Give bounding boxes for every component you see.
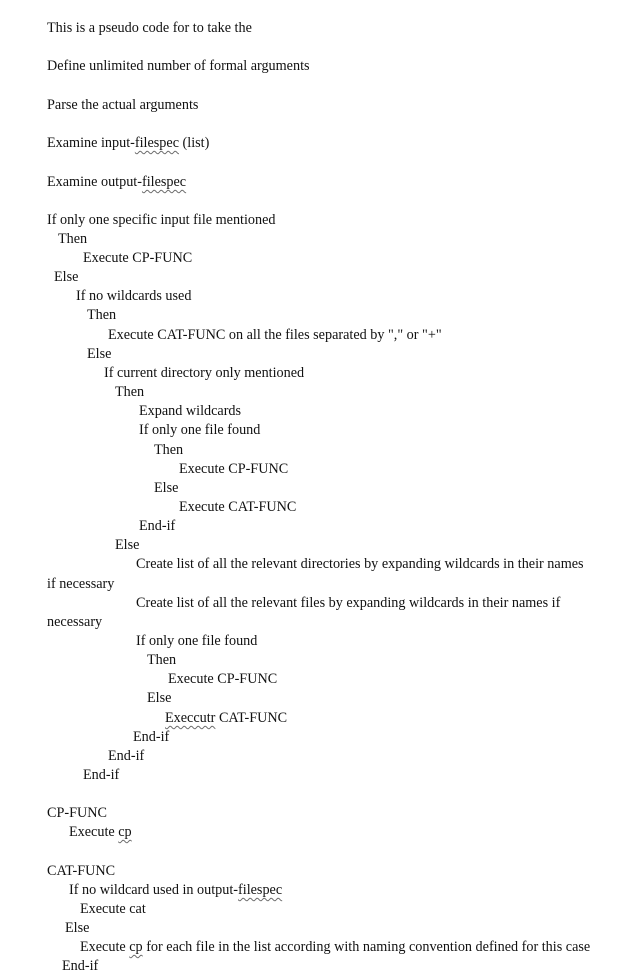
doc-line-33: End-if	[133, 729, 170, 745]
doc-line-4: Examine input-filespec (list)	[47, 135, 210, 151]
doc-line-35: End-if	[83, 767, 120, 783]
doc-line-12: Execute CAT-FUNC on all the files separated by "," or "+"	[108, 327, 442, 343]
doc-line-26: Create list of all the relevant files by expanding wildcards in their names if	[136, 595, 561, 611]
doc-line-20: Else	[154, 480, 179, 496]
spelling-underline: filespec	[238, 882, 283, 898]
doc-line-31: Else	[147, 690, 172, 706]
spelling-underline: filespec	[141, 174, 187, 190]
doc-line-19: Execute CP-FUNC	[179, 461, 289, 477]
doc-line-21: Execute CAT-FUNC	[179, 499, 297, 515]
doc-line-29: Then	[147, 652, 177, 668]
doc-line-2: Define unlimited number of formal arguments	[47, 58, 310, 74]
doc-line-30: Execute CP-FUNC	[168, 671, 278, 687]
doc-line-39: If no wildcard used in output-filespec	[69, 882, 283, 898]
doc-line-37: Execute cp	[69, 824, 132, 840]
doc-line-16: Expand wildcards	[139, 403, 242, 419]
doc-line-41: Else	[65, 920, 90, 936]
spelling-underline: cp	[129, 939, 143, 955]
doc-line-23: Else	[115, 537, 140, 553]
spelling-underline: filespec	[134, 135, 179, 151]
doc-line-34: End-if	[108, 748, 145, 764]
doc-line-36: CP-FUNC	[47, 805, 107, 821]
doc-line-7: Then	[58, 231, 88, 247]
spelling-underline: Execcutr	[165, 710, 216, 726]
doc-line-6: If only one specific input file mentioned	[47, 212, 276, 228]
doc-line-3: Parse the actual arguments	[47, 97, 199, 113]
doc-line-1: This is a pseudo code for to take the	[47, 20, 252, 36]
doc-line-25: if necessary	[47, 576, 115, 592]
doc-line-28: If only one file found	[136, 633, 258, 649]
doc-line-17: If only one file found	[139, 422, 261, 438]
doc-line-14: If current directory only mentioned	[104, 365, 305, 381]
spelling-underline: cp	[118, 824, 132, 840]
doc-line-5: Examine output-filespec	[47, 174, 187, 190]
doc-line-27: necessary	[47, 614, 103, 630]
doc-line-38: CAT-FUNC	[47, 863, 116, 879]
doc-line-22: End-if	[139, 518, 176, 534]
doc-line-10: If no wildcards used	[76, 288, 192, 304]
doc-line-40: Execute cat	[80, 901, 146, 917]
doc-line-15: Then	[115, 384, 145, 400]
doc-line-24: Create list of all the relevant directories by expanding wildcards in their names	[136, 556, 584, 572]
doc-line-9: Else	[54, 269, 79, 285]
doc-line-42: Execute cp for each file in the list according with naming convention defined for this case	[80, 939, 591, 955]
doc-line-43: End-if	[62, 958, 99, 974]
doc-line-18: Then	[154, 442, 184, 458]
doc-line-13: Else	[87, 346, 112, 362]
doc-line-11: Then	[87, 307, 117, 323]
doc-line-32: Execcutr CAT-FUNC	[165, 710, 288, 726]
doc-line-8: Execute CP-FUNC	[83, 250, 193, 266]
